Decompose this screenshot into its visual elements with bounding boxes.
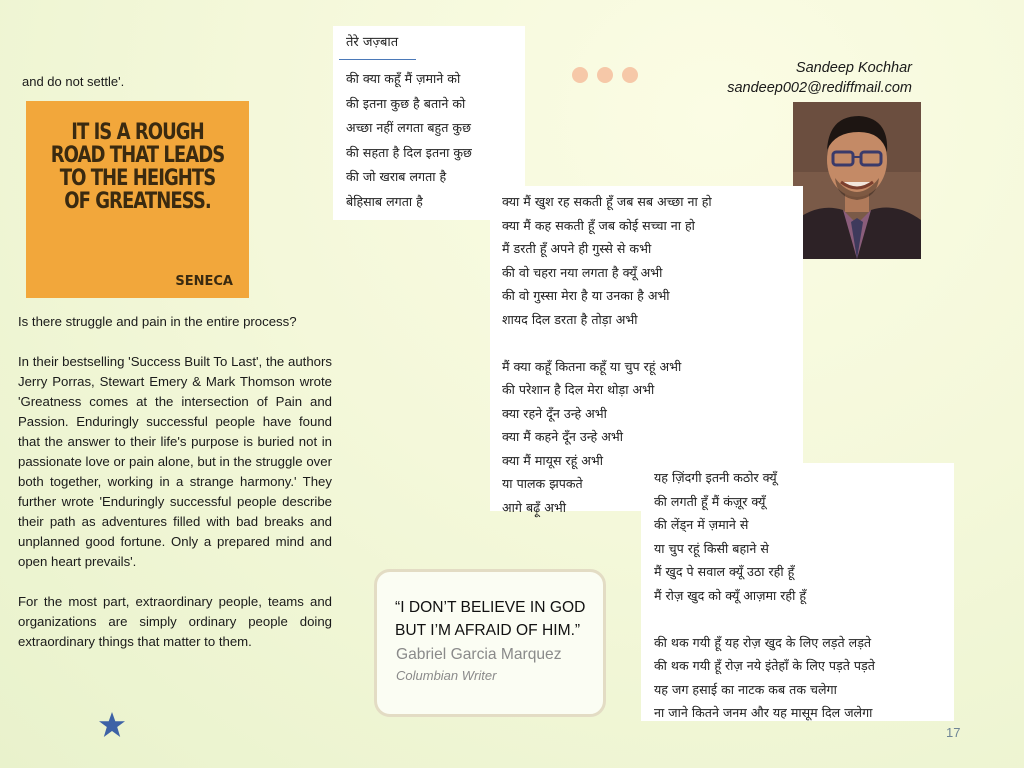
poem-line xyxy=(502,331,712,355)
poem-line: की लेंड्न में ज़माने से xyxy=(654,517,749,532)
poem-line: मैं क्या कहूँ कितना कहूँ या चुप रहूं अभी xyxy=(502,358,682,374)
seneca-quote-text: IT IS A ROUGH ROAD THAT LEADS TO THE HEIGHTS OF GREATNESS. xyxy=(50,120,225,214)
author-name: Sandeep Kochhar xyxy=(795,60,912,76)
decorative-dots xyxy=(572,67,647,88)
poem-line: की वो चहरा नया लगता है क्यूँ अभी xyxy=(502,264,663,280)
poem-line: क्या मैं कहने दूँन उन्हे अभी xyxy=(502,429,623,444)
page-number: 17 xyxy=(946,725,961,740)
poem-line: शायद दिल डरता है तोड़ा अभी xyxy=(502,311,638,327)
poem-line: या पालक झपकते xyxy=(502,476,583,491)
dot-icon xyxy=(572,67,588,83)
poem-line: की परेशान है दिल मेरा थोड़ा अभी xyxy=(502,382,655,397)
author-block xyxy=(727,58,912,98)
poem-line: बेहिसाब लगता है xyxy=(346,193,423,209)
marquez-quote-line: “I DON’T BELIEVE IN GOD xyxy=(395,599,586,616)
poem-line: की थक गयी हूँ यह रोज़ खुद के लिए लड़ते लड़ते xyxy=(654,634,872,650)
poem-line: की थक गयी हूँ रोज़ नये इंतेहाँ के लिए पड़ते पड़ते xyxy=(654,658,875,673)
seneca-quote-author: SENECA xyxy=(175,274,233,289)
article-paragraph: For the most part, extraordinary people, teams and organizations are simply ordinary people doing extraordinary things that matter to them. xyxy=(18,594,332,649)
marquez-quote-card xyxy=(374,569,606,717)
poem-line: अच्छा नहीं लगता बहुत कुछ xyxy=(346,120,471,135)
poem-line: क्या मैं कह सकती हूँ जब कोई सच्चा ना हो xyxy=(502,217,695,233)
seneca-quote-card xyxy=(26,101,249,298)
dot-icon xyxy=(597,67,613,83)
poem-line: मैं खुद पे सवाल क्यूँ उठा रही हूँ xyxy=(654,564,795,579)
poem-lines xyxy=(346,67,472,214)
poem-line: की इतना कुछ है बताने को xyxy=(346,95,466,111)
poem-line: की लगती हूँ मैं कंज़ूर क्यूँ xyxy=(654,493,766,509)
article-fragment: and do not settle'. xyxy=(22,74,125,89)
poem-line: यह जग हसाई का नाटक कब तक चलेगा xyxy=(654,681,837,697)
poem-line: या चुप रहूं किसी बहाने से xyxy=(654,540,769,556)
author-email[interactable]: sandeep002@rediffmail.com xyxy=(727,80,912,96)
marquez-role: Columbian Writer xyxy=(396,668,497,683)
author-photo xyxy=(793,102,921,259)
poem-line: की वो गुस्सा मेरा है या उनका है अभी xyxy=(502,288,670,303)
poem-card-3 xyxy=(641,463,954,721)
marquez-quote-text xyxy=(395,596,585,642)
article-body xyxy=(18,312,332,672)
poem-line: की क्या कहूँ मैं ज़माने को xyxy=(346,71,461,86)
poem-line: आगे बढ़ूँ अभी xyxy=(502,499,566,515)
poem-line: मैं डरती हूँ अपने ही गुस्से से कभी xyxy=(502,241,652,256)
poem-line: मैं रोज़ खुद को क्यूँ आज़मा रही हूँ xyxy=(654,587,807,603)
poem-line: की सहता है दिल इतना कुछ xyxy=(346,144,472,160)
poem-title: तेरे जज़्बात xyxy=(346,35,399,50)
marquez-name: Gabriel Garcia Marquez xyxy=(396,646,562,663)
poem-line: की जो खराब लगता है xyxy=(346,169,447,184)
article-paragraph: Is there struggle and pain in the entire process? xyxy=(18,314,297,329)
poem-line: ना जाने कितने जनम और यह मासूम दिल जलेगा xyxy=(654,705,873,720)
poem-line: यह ज़िंदगी इतनी कठोर क्यूँ xyxy=(654,470,777,485)
poem-line: क्या रहने दूँन उन्हे अभी xyxy=(502,405,607,421)
poem-line: क्या मैं खुश रह सकती हूँ जब सब अच्छा ना हो xyxy=(502,194,712,209)
poem-lines xyxy=(654,466,875,725)
title-underline xyxy=(339,59,416,60)
star-icon xyxy=(98,711,126,739)
article-paragraph: In their bestselling 'Success Built To Last', the authors Jerry Porras, Stewart Emery & Mark Thomson wrote 'Greatness comes at the intersection of Pain and Passion. Enduringly successful people have found that the answer to their life's purpose is buried not in passionate love or pain alone, but in the struggle over both together, working in a strange harmony.' They further wrote 'Enduringly successful people describe their path as adventures filled with bad breaks and unplanned good fortune. Only a prepared mind and open heart prevails'. xyxy=(18,354,332,569)
poem-line: क्या मैं मायूस रहूं अभी xyxy=(502,452,604,468)
dot-icon xyxy=(622,67,638,83)
marquez-quote-line: BUT I’M AFRAID OF HIM.” xyxy=(395,622,581,639)
poem-line xyxy=(654,607,875,631)
